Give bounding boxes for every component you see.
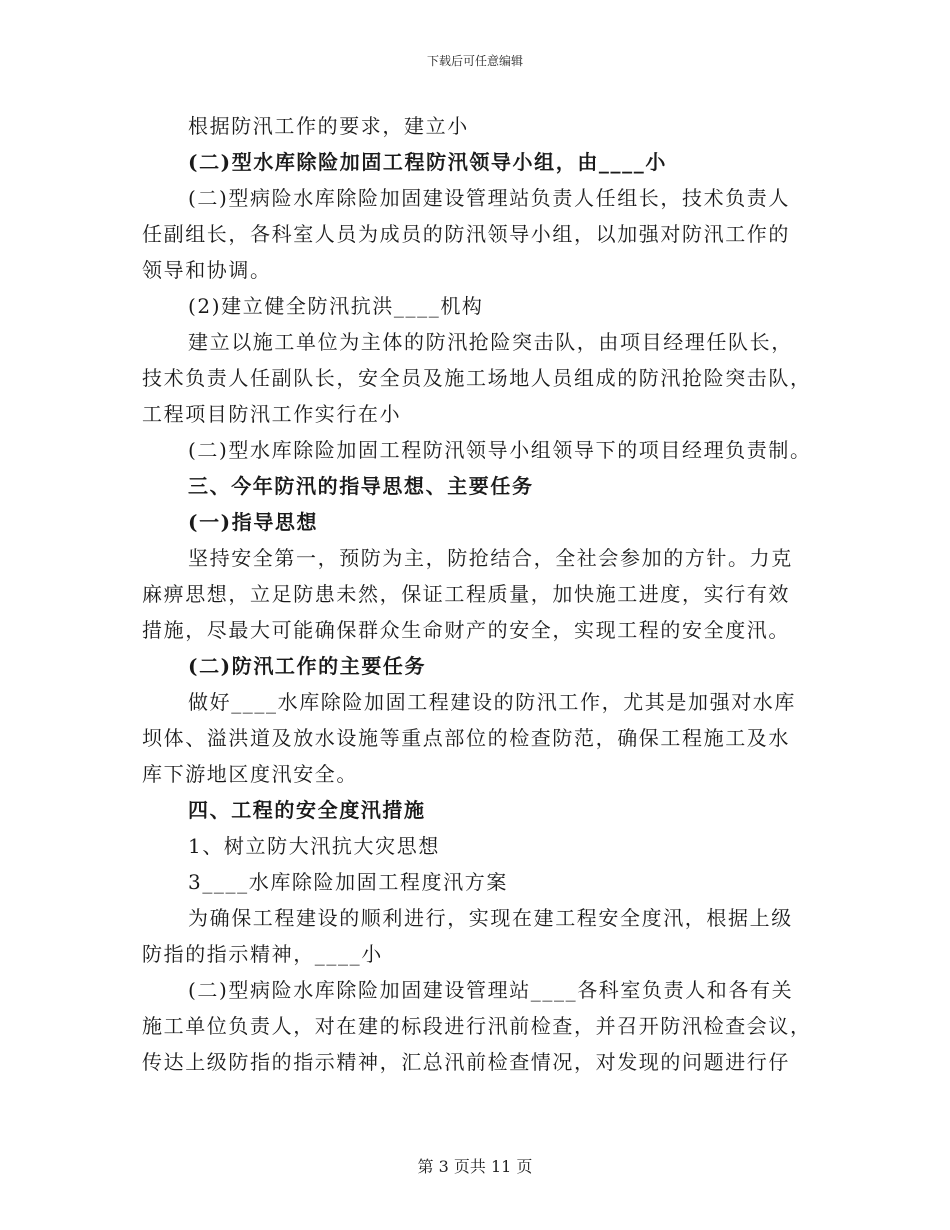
paragraph-line: 措施，尽最大可能确保群众生命财产的安全，实现工程的安全度汛。 [142,618,790,642]
paragraph-line: 防指的指示精神，____小 [142,942,383,966]
paragraph-line: 技术负责人任副队长，安全员及施工场地人员组成的防汛抢险突击队， [142,366,812,390]
section-heading: (二)防汛工作的主要任务 [188,654,427,678]
paragraph-line: 根据防汛工作的要求，建立小 [188,114,469,138]
paragraph-line: 任副组长，各科室人员为成员的防汛领导小组，以加强对防汛工作的 [142,222,790,246]
paragraph-line: 1、树立防大汛抗大灾思想 [188,834,440,858]
paragraph-line: 做好____水库除险加固工程建设的防汛工作，尤其是加强对水库 [188,690,796,714]
paragraph-line: 施工单位负责人，对在建的标段进行汛前检查，并召开防汛检查会议， [142,1014,812,1038]
paragraph-line: 工程项目防汛工作实行在小 [142,402,402,426]
section-heading: (一)指导思想 [188,510,319,534]
paragraph-line: (二)型病险水库除险加固建设管理站____各科室负责人和各有关 [188,978,794,1002]
paragraph-line: 坚持安全第一，预防为主，防抢结合，全社会参加的方针。力克 [188,546,793,570]
paragraph-line: 为确保工程建设的顺利进行，实现在建工程安全度汛，根据上级 [188,906,793,930]
section-heading: 三、今年防汛的指导思想、主要任务 [188,474,534,498]
paragraph-line: 麻痹思想，立足防患未然，保证工程质量，加快施工进度，实行有效 [142,582,790,606]
page-footer: 第 3 页共 11 页 [417,1157,533,1176]
paragraph-line: 建立以施工单位为主体的防汛抢险突击队，由项目经理任队长， [188,330,793,354]
paragraph-line: 坝体、溢洪道及放水设施等重点部位的检查防范，确保工程施工及水 [142,726,790,750]
paragraph-line: 库下游地区度汛安全。 [142,762,358,786]
page-header: 下载后可任意编辑 [426,54,523,68]
paragraph-line: (2)建立健全防汛抗洪____机构 [188,294,484,318]
paragraph-line: (二)型病险水库除险加固建设管理站负责人任组长，技术负责人 [188,186,791,210]
paragraph-line: 3____水库除险加固工程度汛方案 [188,870,508,894]
paragraph-line: 传达上级防指的指示精神，汇总汛前检查情况，对发现的问题进行仔 [142,1050,790,1074]
document-body [142,108,810,1080]
section-heading: (二)型水库除险加固工程防汛领导小组，由____小 [188,150,667,174]
paragraph-line: (二)型水库除险加固工程防汛领导小组领导下的项目经理负责制。 [188,438,812,462]
paragraph-line: 领导和协调。 [142,258,272,282]
section-heading: 四、工程的安全度汛措施 [188,798,426,822]
